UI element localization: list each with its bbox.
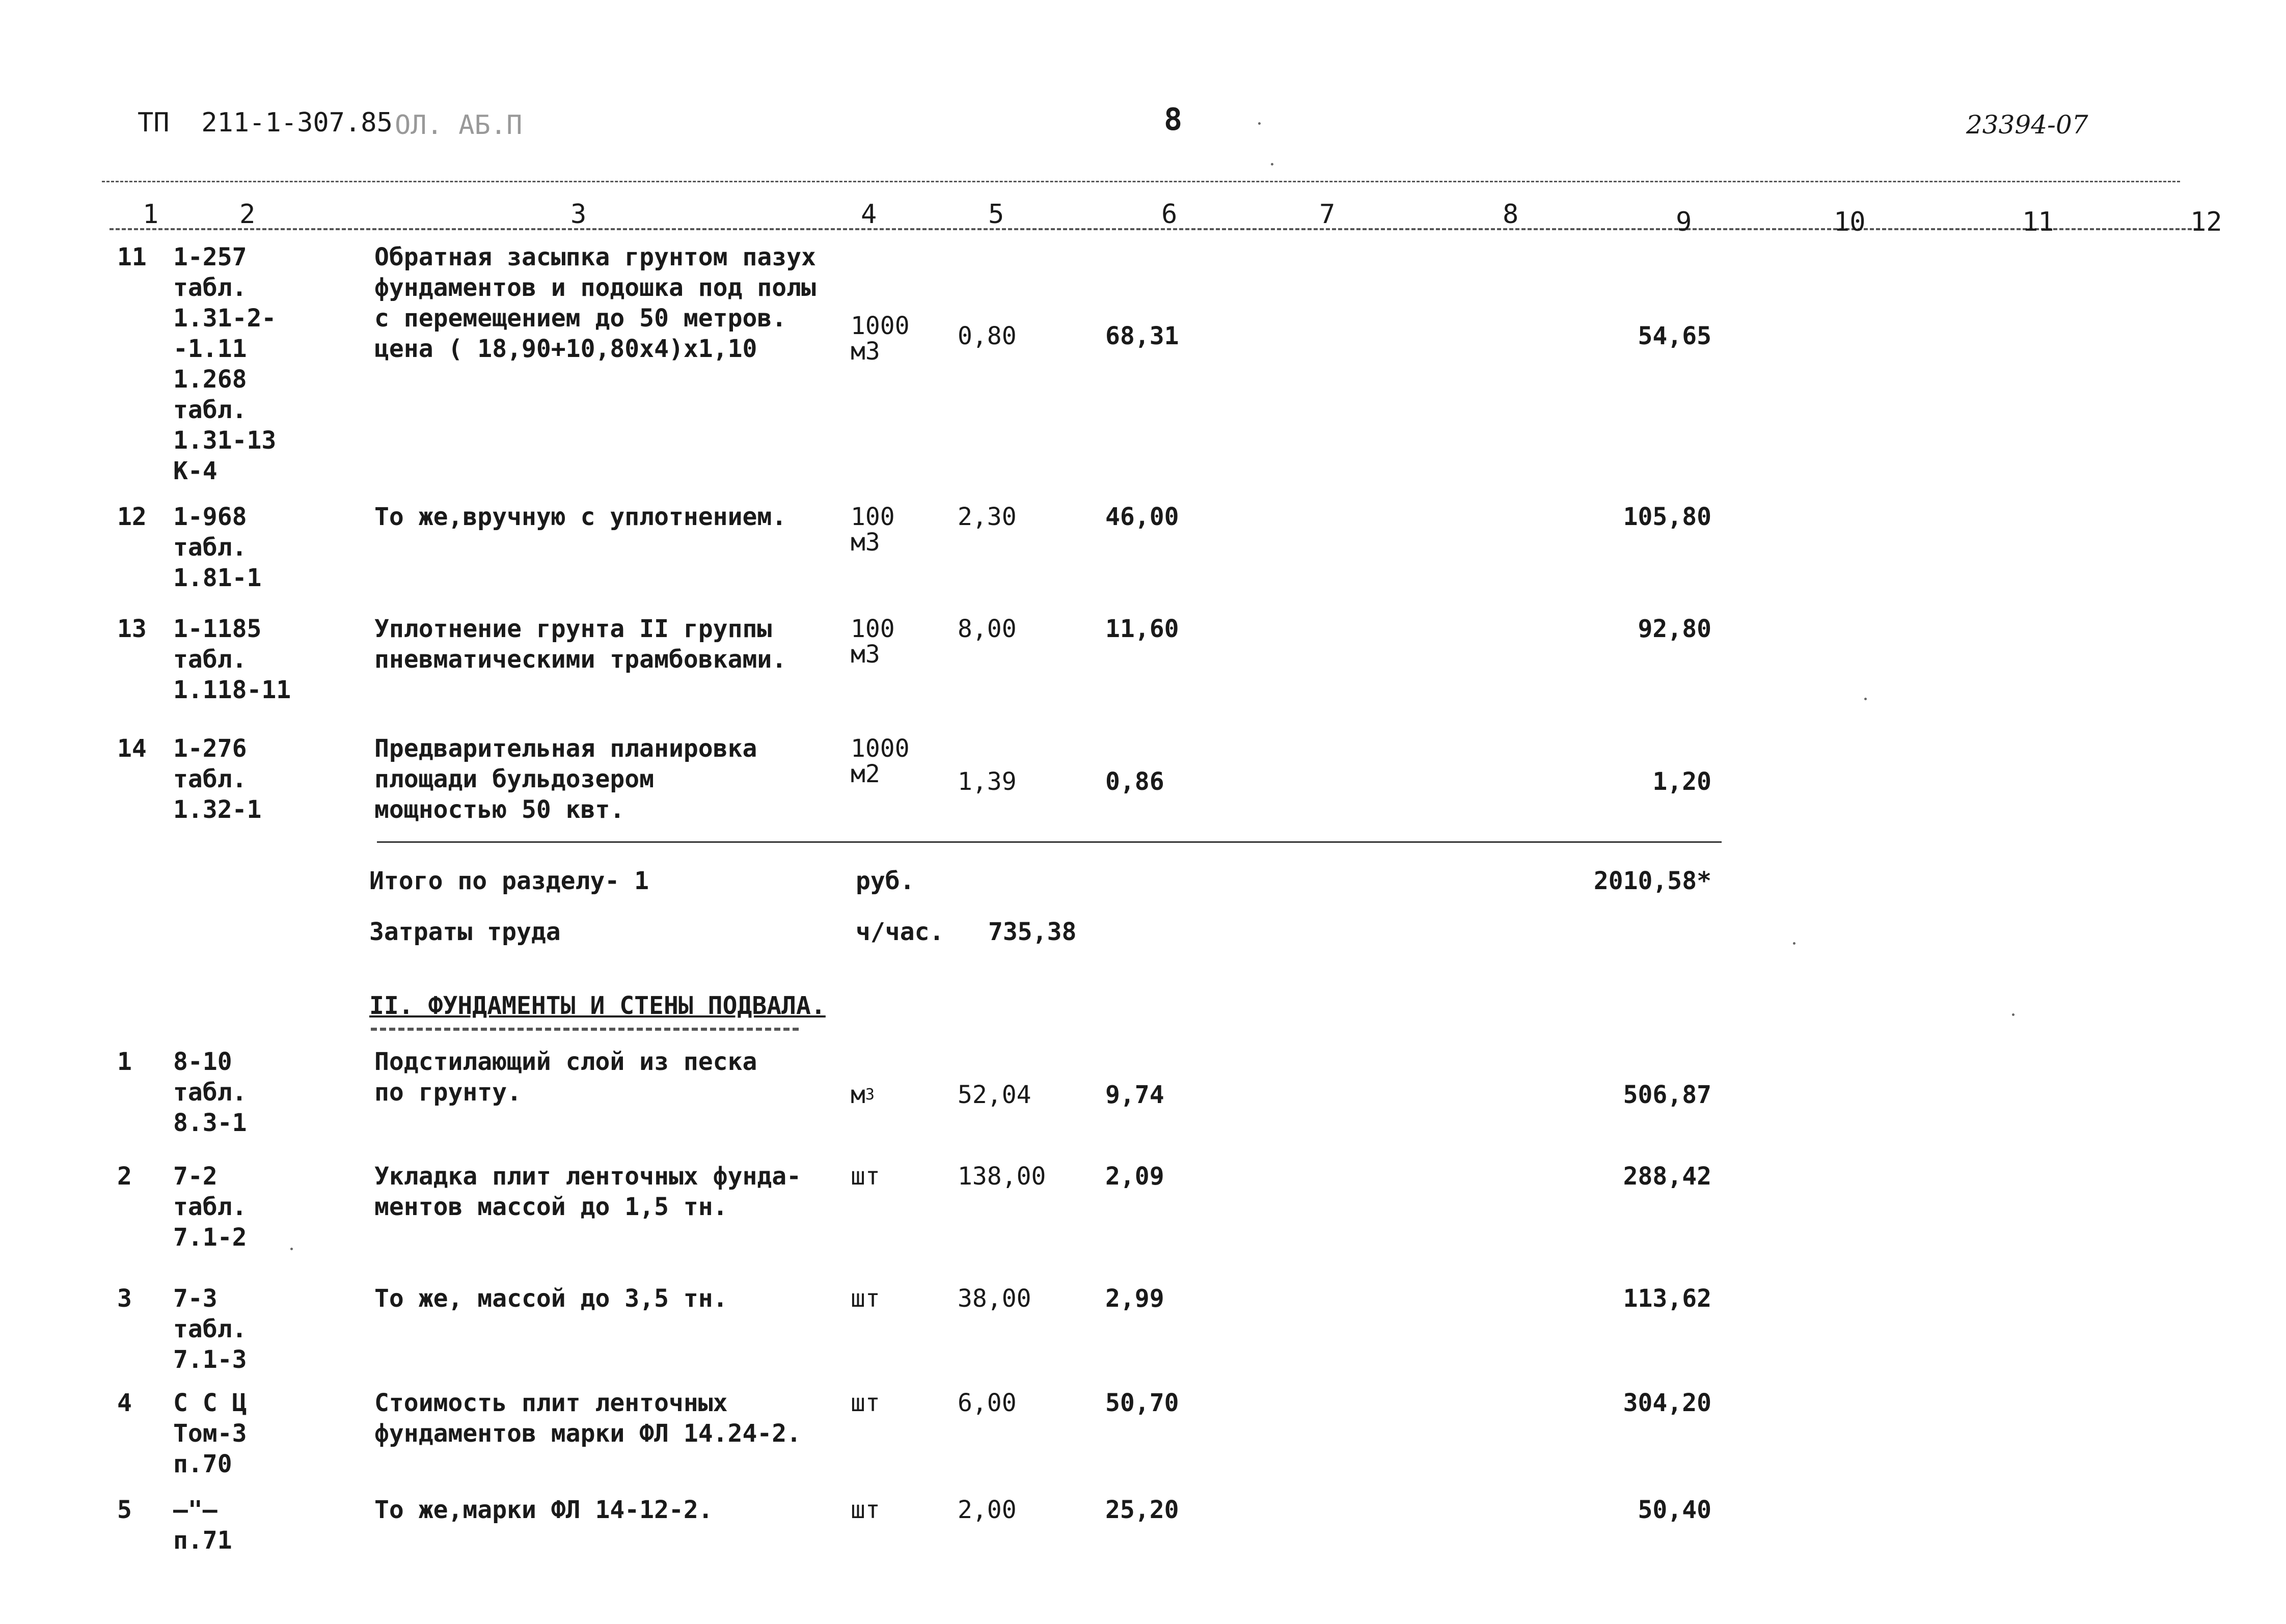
row-code-line: табл. (173, 1315, 247, 1343)
section-total-rule (377, 841, 1722, 843)
row-number: 1 (117, 1048, 132, 1076)
row-description-line: То же, массой до 3,5 тн. (374, 1284, 728, 1313)
row-number: 12 (117, 503, 147, 531)
row-unit-price: 46,00 (1105, 503, 1179, 531)
column-number: 8 (1503, 199, 1519, 230)
row-unit-line: м2 (851, 760, 880, 788)
row-unit-line: м3 (851, 528, 880, 557)
row-unit-price: 0,86 (1105, 767, 1164, 796)
row-total: 1,20 (1652, 767, 1711, 796)
row-description-line: То же,марки ФЛ 14-12-2. (374, 1496, 713, 1524)
row-code-line: С С Ц (173, 1389, 247, 1417)
row-number: 14 (117, 734, 147, 763)
column-number: 1 (143, 199, 159, 230)
row-code-line: 8.3-1 (173, 1109, 247, 1137)
row-code-line: К-4 (173, 457, 217, 485)
row-unit-price: 50,70 (1105, 1389, 1179, 1417)
labor-cost-value: 735,38 (988, 918, 1077, 946)
scan-speck (1271, 163, 1273, 166)
row-code-line: 1-968 (173, 503, 247, 531)
row-description-line: Подстилающий слой из песка (374, 1048, 757, 1076)
document-code-suffix: ОЛ. АБ.П (395, 110, 523, 141)
row-code-line: 1.31-13 (173, 426, 277, 455)
unit-base: м (851, 1081, 865, 1109)
row-unit-line: шт (851, 1496, 880, 1524)
row-total: 105,80 (1623, 503, 1711, 531)
row-description-line: фундаментов марки ФЛ 14.24-2. (374, 1419, 802, 1448)
row-code-line: Том-3 (173, 1419, 247, 1448)
column-number: 2 (239, 199, 256, 230)
row-code-line: табл. (173, 396, 247, 424)
labor-cost-unit: ч/час. (856, 918, 944, 946)
row-quantity: 138,00 (958, 1162, 1046, 1191)
row-code-line: —"— (173, 1496, 217, 1524)
row-number: 11 (117, 243, 147, 271)
row-number: 2 (117, 1162, 132, 1191)
document-code: ТП 211-1-307.85 (138, 107, 393, 138)
row-code-line: 1-276 (173, 734, 247, 763)
row-unit-line: 100 (851, 503, 895, 531)
row-description-line: по грунту. (374, 1078, 522, 1107)
row-quantity: 0,80 (958, 322, 1017, 350)
row-description-line: пневматическими трамбовками. (374, 645, 787, 674)
row-code-line: 1.32-1 (173, 795, 262, 824)
row-description-line: Уплотнение грунта II группы (374, 615, 772, 643)
row-unit-price: 2,09 (1105, 1162, 1164, 1191)
row-code-line: п.71 (173, 1526, 232, 1555)
row-total: 92,80 (1638, 615, 1711, 643)
row-unit-price: 2,99 (1105, 1284, 1164, 1313)
column-number: 10 (1834, 207, 1866, 237)
row-quantity: 1,39 (958, 767, 1017, 796)
row-code-line: 1.31-2- (173, 304, 277, 333)
section-total-label: Итого по разделу- 1 (369, 867, 649, 895)
row-code-line: табл. (173, 765, 247, 793)
row-total: 50,40 (1638, 1496, 1711, 1524)
section-total-value: 2010,58* (1593, 867, 1711, 895)
row-unit-line: м3 (851, 640, 880, 669)
row-unit-line: шт (851, 1284, 880, 1313)
row-description-line: площади бульдозером (374, 765, 655, 793)
row-code-line: 7-3 (173, 1284, 217, 1313)
row-unit-line: шт (851, 1162, 880, 1191)
column-number: 7 (1319, 199, 1336, 230)
section-2-title: II. ФУНДАМЕНТЫ И СТЕНЫ ПОДВАЛА. (369, 992, 826, 1020)
row-description-line: с перемещением до 50 метров. (374, 304, 787, 333)
row-code-line: табл. (173, 273, 247, 302)
row-description-line: Обратная засыпка грунтом пазух (374, 243, 816, 271)
row-number: 4 (117, 1389, 132, 1417)
column-number: 3 (570, 199, 587, 230)
scan-speck (1864, 698, 1867, 700)
scan-speck (2012, 1013, 2015, 1016)
row-unit-price: 9,74 (1105, 1081, 1164, 1109)
row-unit-line: 1000 (851, 312, 910, 340)
row-quantity: 8,00 (958, 615, 1017, 643)
row-number: 13 (117, 615, 147, 643)
row-description-line: ментов массой до 1,5 тн. (374, 1193, 728, 1221)
labor-cost-label: Затраты труда (369, 918, 561, 946)
row-unit-line: 1000 (851, 734, 910, 763)
row-total: 54,65 (1638, 322, 1711, 350)
row-unit-line: шт (851, 1389, 880, 1417)
column-number: 9 (1676, 207, 1692, 237)
archive-number: 23394-07 (1966, 110, 2088, 140)
row-code-line: -1.11 (173, 335, 247, 363)
column-number: 5 (988, 199, 1004, 230)
scan-speck (1258, 122, 1261, 125)
row-code-line: 7-2 (173, 1162, 217, 1191)
row-quantity: 38,00 (958, 1284, 1031, 1313)
unit-exponent: 3 (865, 1086, 875, 1104)
row-description-line: фундаментов и подошка под полы (374, 273, 816, 302)
row-number: 5 (117, 1496, 132, 1524)
row-code-line: 7.1-3 (173, 1345, 247, 1374)
row-total: 288,42 (1623, 1162, 1711, 1191)
row-description-line: цена ( 18,90+10,80х4)х1,10 (374, 335, 757, 363)
row-code-line: 1.268 (173, 365, 247, 394)
column-number: 11 (2022, 207, 2054, 237)
row-description-line: Предварительная планировка (374, 734, 757, 763)
section-total-unit: руб. (856, 867, 915, 895)
row-total: 506,87 (1623, 1081, 1711, 1109)
row-total: 113,62 (1623, 1284, 1711, 1313)
column-number: 12 (2190, 207, 2222, 237)
row-code-line: 1-1185 (173, 615, 262, 643)
row-code-line: 8-10 (173, 1048, 232, 1076)
row-description-line: Стоимость плит ленточных (374, 1389, 728, 1417)
scan-speck (1793, 942, 1795, 945)
row-code-line: табл. (173, 645, 247, 674)
row-code-line: табл. (173, 1078, 247, 1107)
row-unit-line (851, 1080, 875, 1110)
row-quantity: 6,00 (958, 1389, 1017, 1417)
row-code-line: 1-257 (173, 243, 247, 271)
row-code-line: 1.118-11 (173, 676, 291, 704)
row-code-line: 7.1-2 (173, 1223, 247, 1252)
scan-speck (290, 1248, 293, 1250)
header-bottom-rule (110, 228, 2198, 230)
row-unit-line: м3 (851, 337, 880, 366)
column-number: 6 (1161, 199, 1178, 230)
page-number: 8 (1164, 102, 1183, 137)
row-unit-price: 11,60 (1105, 615, 1179, 643)
header-top-rule (102, 181, 2180, 182)
row-unit-price: 25,20 (1105, 1496, 1179, 1524)
row-code-line: табл. (173, 533, 247, 562)
row-code-line: п.70 (173, 1450, 232, 1478)
row-number: 3 (117, 1284, 132, 1313)
row-description-line: Укладка плит ленточных фунда- (374, 1162, 802, 1191)
row-code-line: 1.81-1 (173, 564, 262, 592)
column-number: 4 (861, 199, 877, 230)
row-unit-price: 68,31 (1105, 322, 1179, 350)
row-unit-line: 100 (851, 615, 895, 643)
row-quantity: 2,30 (958, 503, 1017, 531)
row-description-line: мощностью 50 квт. (374, 795, 625, 824)
row-quantity: 52,04 (958, 1081, 1031, 1109)
row-total: 304,20 (1623, 1389, 1711, 1417)
section-2-title-underline (371, 1028, 799, 1031)
row-quantity: 2,00 (958, 1496, 1017, 1524)
row-code-line: табл. (173, 1193, 247, 1221)
row-description-line: То же,вручную с уплотнением. (374, 503, 787, 531)
